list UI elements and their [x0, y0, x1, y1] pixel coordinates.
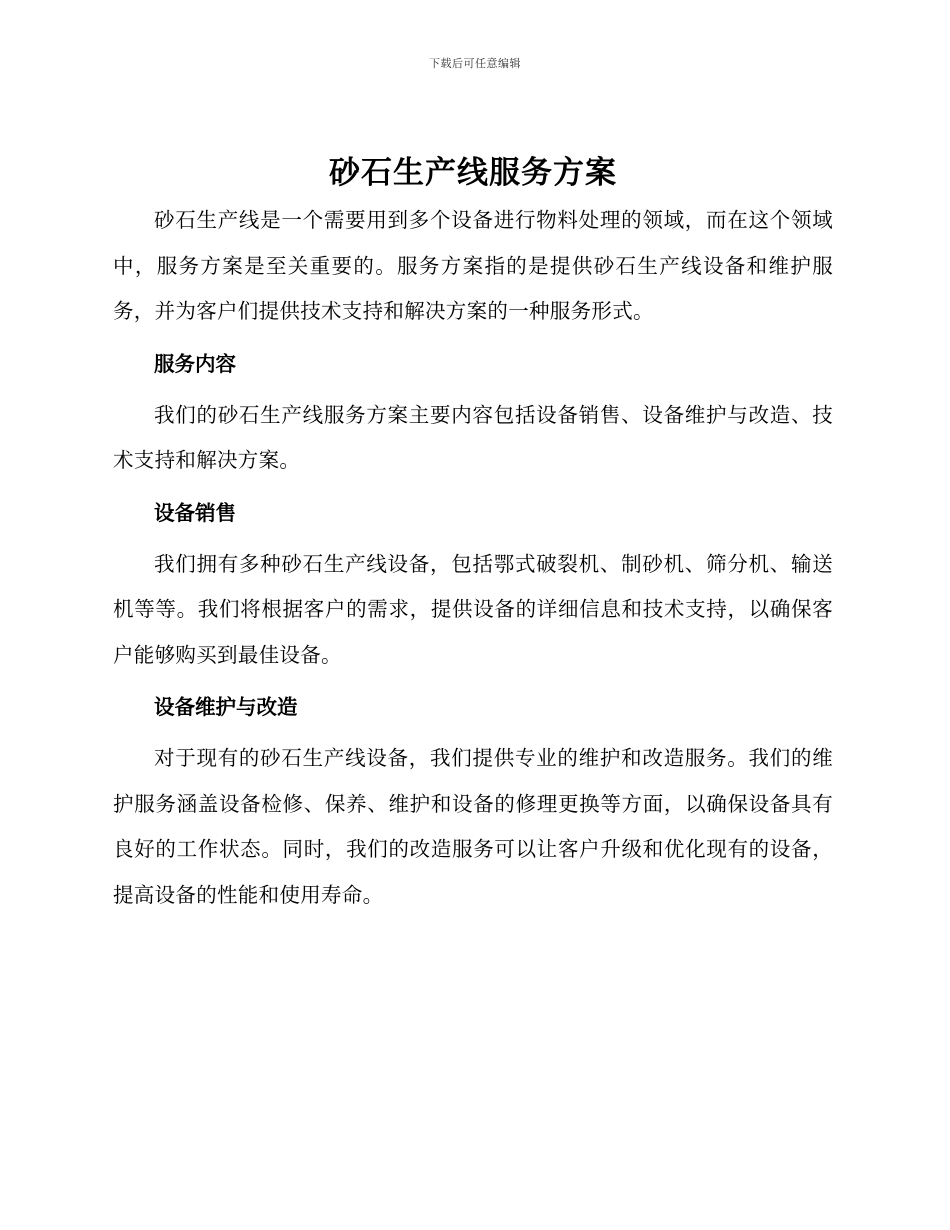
section-heading-maintenance-modification: 设备维护与改造	[154, 695, 298, 719]
document-body	[113, 150, 833, 918]
section-paragraph-service-content: 我们的砂石生产线服务方案主要内容包括设备销售、设备维护与改造、技术支持和解决方案。	[113, 402, 833, 472]
section-heading-equipment-sales: 设备销售	[154, 500, 236, 525]
section-heading-service-content: 服务内容	[154, 351, 236, 376]
page-header-note: 下载后可任意编辑	[429, 57, 521, 70]
intro-paragraph: 砂石生产线是一个需要用到多个设备进行物料处理的领域，而在这个领域中，服务方案是至关重要的。服务方案指的是提供砂石生产线设备和维护服务，并为客户们提供技术支持和解决方案的一种服务形式。	[113, 208, 833, 323]
section-paragraph-maintenance-modification: 对于现有的砂石生产线设备，我们提供专业的维护和改造服务。我们的维护服务涵盖设备检修、保养、维护和设备的修理更换等方面，以确保设备具有良好的工作状态。同时，我们的改造服务可以让客户升级和优化现有的设备，提高设备的性能和使用寿命。	[113, 746, 833, 907]
document-title: 砂石生产线服务方案	[329, 155, 617, 191]
section-paragraph-equipment-sales: 我们拥有多种砂石生产线设备，包括鄂式破裂机、制砂机、筛分机、输送机等等。我们将根据客户的需求，提供设备的详细信息和技术支持，以确保客户能够购买到最佳设备。	[113, 551, 833, 667]
